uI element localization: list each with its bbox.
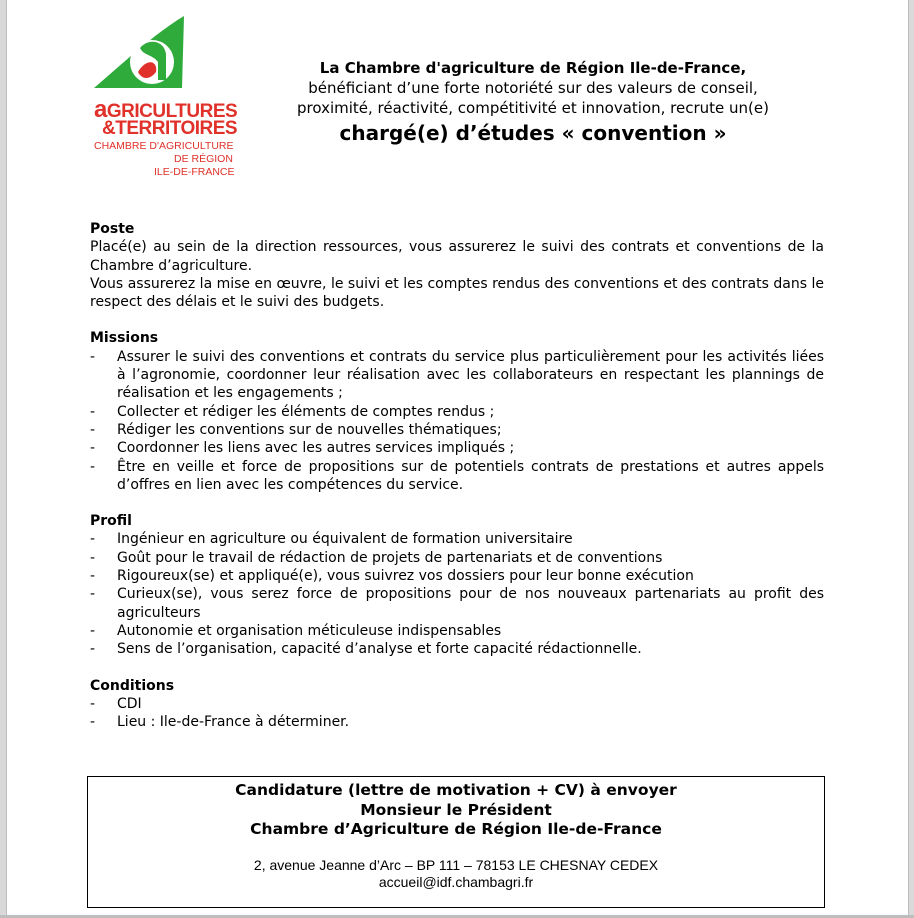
application-organization: Chambre d’Agriculture de Région Ile-de-France (250, 820, 662, 838)
list-item: - Être en veille et force de propositions sur de potentiels contrats de prestations et autres appels d’offres en lien avec les compétences du service. (90, 458, 824, 495)
list-item: - Lieu : Ile-de-France à déterminer. (90, 713, 824, 731)
document-header (250, 58, 816, 148)
header-organization: La Chambre d'agriculture de Région Ile-de-France, (319, 59, 747, 77)
list-item: - Goût pour le travail de rédaction de projets de partenariats et de conventions (90, 549, 824, 567)
missions-list (90, 348, 824, 494)
logo-text-region: DE RÉGION (174, 153, 233, 165)
organization-logo (88, 14, 238, 184)
list-item: - Assurer le suivi des conventions et contrats du service plus particulièrement pour les activités liées à l’agronomie, coordonner leur réalisation avec les collaborateurs en respectant les plannings de réalisation et les engagements ; (90, 348, 824, 403)
section-title-profil: Profil (90, 513, 132, 530)
application-recipient: Monsieur le Président (360, 800, 552, 819)
list-item: - CDI (90, 695, 824, 713)
document-body (90, 220, 824, 731)
profil-list (90, 530, 824, 658)
job-title: chargé(e) d’études « convention » (339, 121, 727, 145)
list-item: - Autonomie et organisation méticuleuse indispensables (90, 622, 824, 640)
application-box (87, 776, 825, 908)
logo-text-agricultures: aGRICULTURES (94, 96, 238, 123)
section-title-poste: Poste (90, 221, 135, 237)
window-frame-right (908, 0, 914, 918)
list-item: - Rédiger les conventions sur de nouvelles thématiques; (90, 421, 824, 439)
header-recruit-line: proximité, réactivité, compétitivité et innovation, recrute un(e) (297, 99, 769, 117)
application-address: 2, avenue Jeanne d’Arc – BP 111 – 78153 LE CHESNAY CEDEX (253, 856, 659, 873)
section-title-conditions: Conditions (90, 677, 175, 694)
poste-paragraph-1: Placé(e) au sein de la direction ressources, vous assurerez le suivi des contrats et conventions de la Chambre d’agriculture. (90, 239, 824, 274)
logo-text-chambre: CHAMBRE D'AGRICULTURE (94, 140, 234, 152)
list-item: - Curieux(se), vous serez force de propositions pour de nos nouveaux partenariats au profit des agriculteurs (90, 585, 824, 622)
header-values-line: bénéficiant d’une forte notoriété sur des valeurs de conseil, (308, 79, 758, 97)
list-item: - Coordonner les liens avec les autres services impliqués ; (90, 439, 824, 457)
section-title-missions: Missions (90, 330, 159, 347)
list-item: - Ingénieur en agriculture ou équivalent de formation universitaire (90, 530, 824, 548)
logo-emblem-icon (92, 14, 188, 96)
logo-text-idf: ILE-DE-FRANCE (154, 166, 235, 178)
list-item: - Sens de l’organisation, capacité d’analyse et forte capacité rédactionnelle. (90, 640, 824, 658)
application-instruction: Candidature (lettre de motivation + CV) à envoyer (235, 781, 677, 799)
list-item: - Rigoureux(se) et appliqué(e), vous suivrez vos dossiers pour leur bonne exécution (90, 567, 824, 585)
poste-paragraph-2: Vous assurerez la mise en œuvre, le suivi et les comptes rendus des conventions et des contrats dans le respect des délais et le suivi des budgets. (90, 275, 824, 311)
list-item: - Collecter et rédiger les éléments de comptes rendus ; (90, 403, 824, 421)
window-frame-left (0, 0, 7, 918)
application-email[interactable]: accueil@idf.chambagri.fr (378, 873, 534, 890)
logo-text-territoires: &TERRITOIRES (102, 118, 238, 139)
conditions-list (90, 695, 824, 732)
